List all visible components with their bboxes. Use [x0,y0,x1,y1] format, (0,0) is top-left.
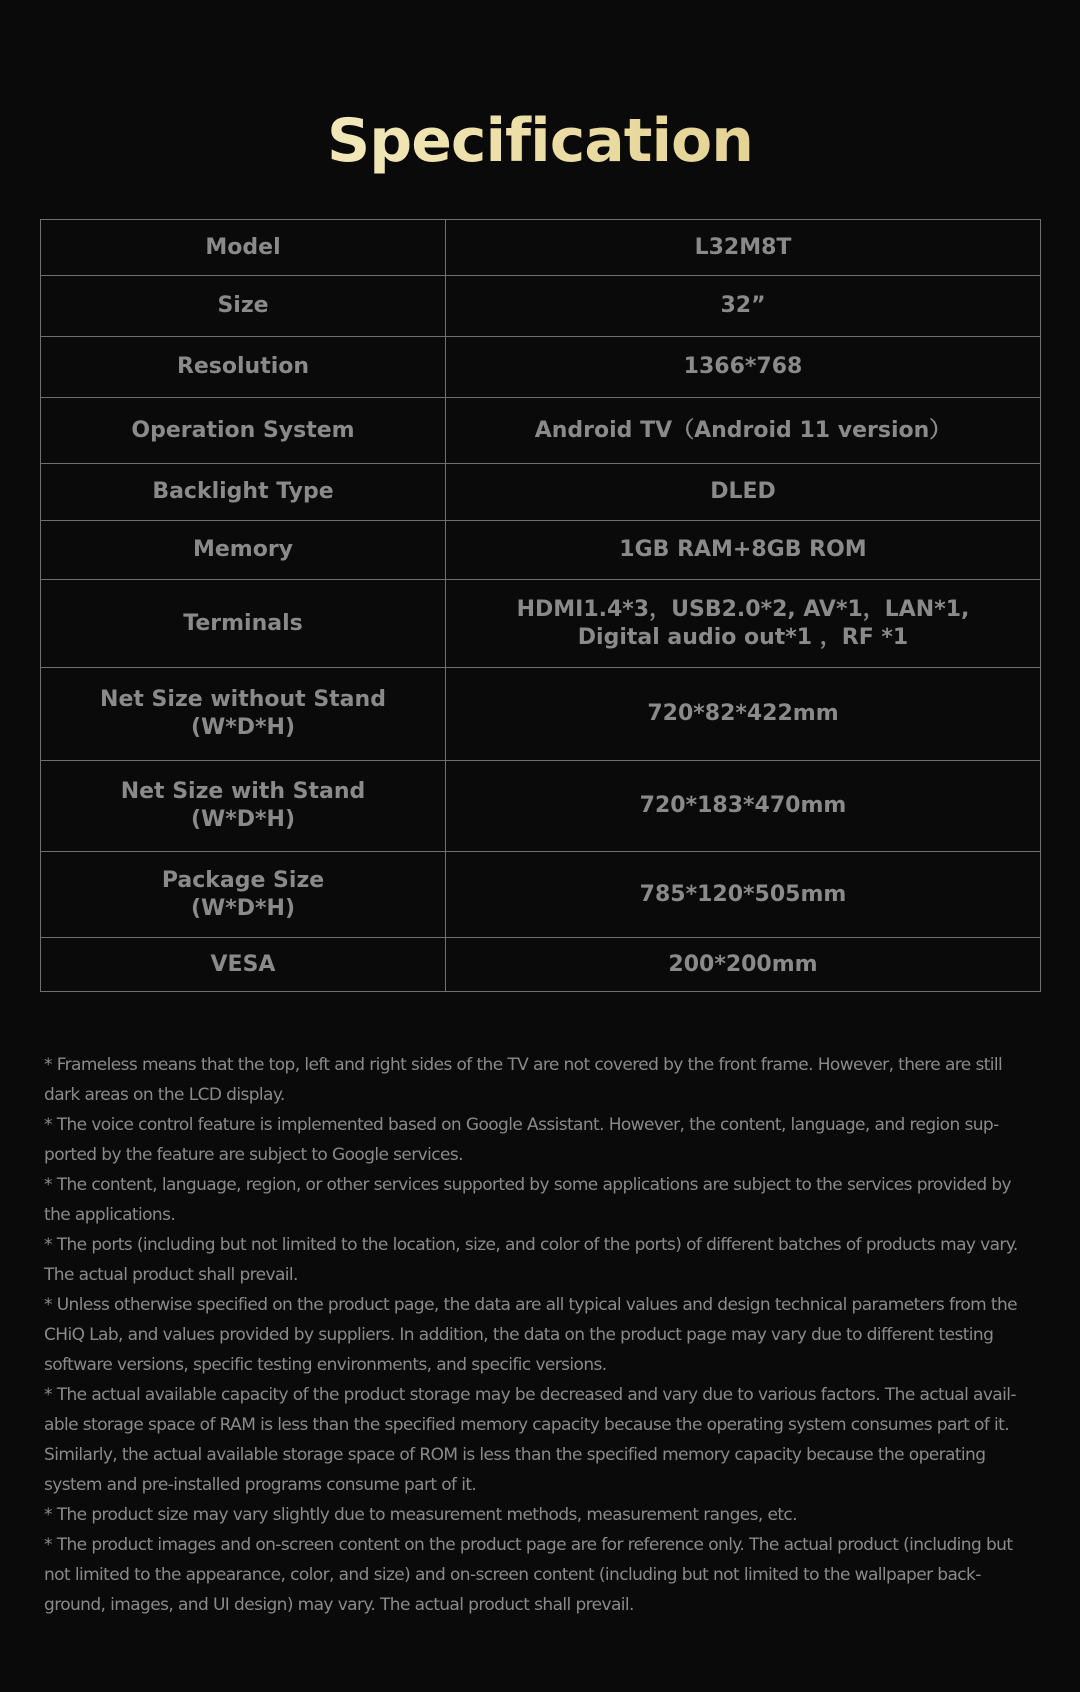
page-title: Specification [0,98,1080,184]
spec-value: DLED [446,464,1041,521]
spec-label: Package Size (W*D*H) [41,852,446,938]
spec-value: 32” [446,276,1041,337]
spec-row-vesa [41,938,1041,992]
spec-label: Backlight Type [41,464,446,521]
spec-row-memory [41,521,1041,580]
footnote: * The product size may vary slightly due to measurement methods, measurement ranges, etc. [44,1505,797,1525]
footnote: * Frameless means that the top, left and right sides of the TV are not covered by the front frame. However, there are still dark areas on the LCD display. [44,1055,1003,1105]
spec-row-resolution [41,337,1041,398]
spec-row-operation-system [41,398,1041,464]
spec-row-size [41,276,1041,337]
spec-value: 200*200mm [446,938,1041,992]
spec-table [40,219,1041,992]
spec-label: VESA [41,938,446,992]
spec-row-terminals [41,580,1041,668]
spec-label: Size [41,276,446,337]
spec-row-package-size [41,852,1041,938]
spec-label: Resolution [41,337,446,398]
spec-value: L32M8T [446,220,1041,276]
spec-label: Terminals [41,580,446,668]
spec-label: Net Size without Stand (W*D*H) [41,668,446,761]
spec-row-backlight-type [41,464,1041,521]
spec-value: 720*183*470mm [446,761,1041,852]
spec-row-net-size-with-stand [41,761,1041,852]
footnotes [44,1050,1040,1620]
footnote: * The ports (including but not limited to the location, size, and color of the ports) of different batches of products may vary. The actual product shall prevail. [44,1235,1018,1285]
spec-value: Android TV（Android 11 version） [446,398,1041,464]
footnote: * The content, language, region, or other services supported by some applications are subject to the services provided by the applications. [44,1175,1012,1225]
footnote: * The actual available capacity of the product storage may be decreased and vary due to various factors. The actual avail-able storage space of RAM is less than the specified memory capacity because the operating system consumes part of it. Similarly, the actual available storage space of ROM is less than the specified memory capacity because the operating system and pre-installed programs consume part of it. [44,1385,1016,1495]
spec-value: 1366*768 [446,337,1041,398]
spec-value: HDMI1.4*3，USB2.0*2, AV*1，LAN*1, Digital audio out*1 ，RF *1 [446,580,1041,668]
footnote: * The product images and on-screen content on the product page are for reference only. The actual product (including but not limited to the appearance, color, and size) and on-screen content (including but not limited to the wallpaper back-ground, images, and UI design) may vary. The actual product shall prevail. [44,1535,1013,1615]
spec-label: Net Size with Stand (W*D*H) [41,761,446,852]
spec-label: Operation System [41,398,446,464]
footnote: * The voice control feature is implemented based on Google Assistant. However, the content, language, and region sup-ported by the feature are subject to Google services. [44,1115,999,1165]
spec-label: Model [41,220,446,276]
spec-value: 720*82*422mm [446,668,1041,761]
spec-label: Memory [41,521,446,580]
spec-value: 1GB RAM+8GB ROM [446,521,1041,580]
spec-value: 785*120*505mm [446,852,1041,938]
spec-row-net-size-without-stand [41,668,1041,761]
spec-row-model [41,220,1041,276]
footnote: * Unless otherwise specified on the product page, the data are all typical values and design technical parameters from the CHiQ Lab, and values provided by suppliers. In addition, the data on the product page may vary due to different testing software versions, specific testing environments, and specific versions. [44,1295,1018,1375]
